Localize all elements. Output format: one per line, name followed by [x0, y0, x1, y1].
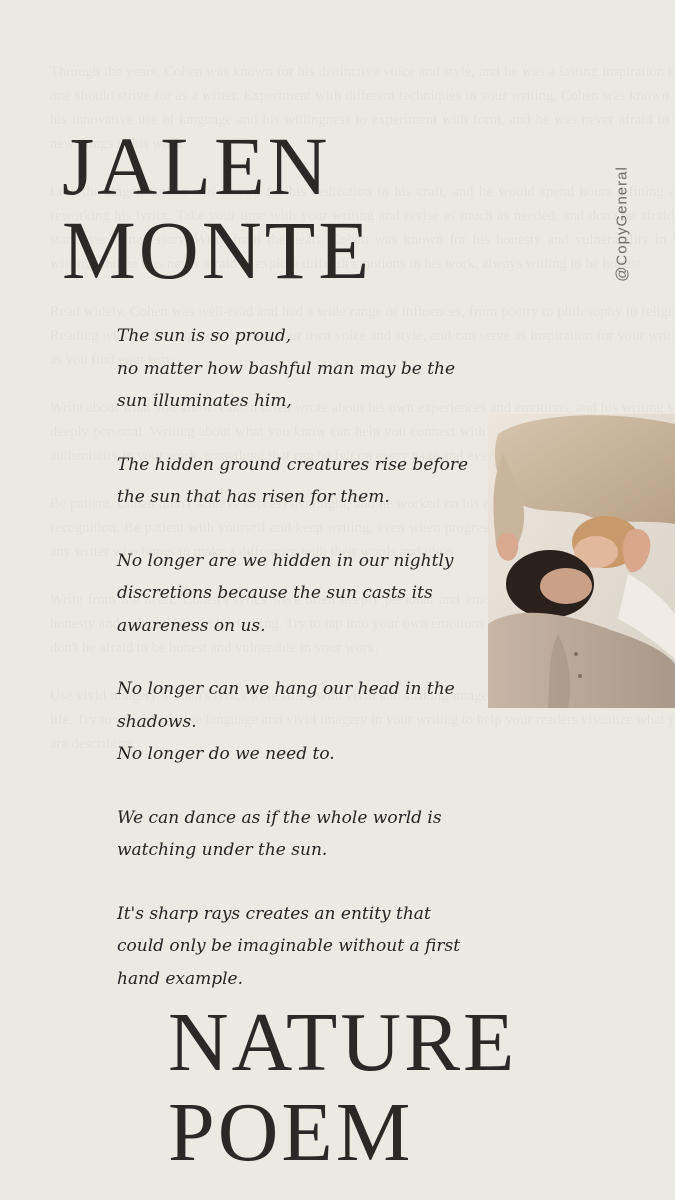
poem-title	[168, 998, 517, 1178]
couple-photo	[488, 414, 675, 708]
poem-line: shadows.	[117, 711, 197, 732]
poem-line: No longer can we hang our head in the	[117, 679, 455, 699]
author-first-name: JALEN	[62, 120, 331, 212]
poem-line: no matter how bashful man may be the	[117, 358, 456, 379]
poem-stanza-4	[117, 673, 477, 771]
poem-line: It's sharp rays creates an entity that	[117, 903, 431, 924]
author-last-name: MONTE	[62, 204, 373, 296]
poem-stanza-1	[117, 320, 477, 418]
poem-line: sun illuminates him,	[117, 391, 292, 411]
poem-stanza-6	[117, 898, 477, 996]
poem-line: awareness on us.	[117, 615, 266, 636]
poem-stanza-5	[117, 802, 477, 867]
poem-line: watching under the sun.	[117, 840, 328, 860]
poem-line: hand example.	[117, 968, 244, 989]
poem-line: discretions because the sun casts its	[117, 583, 433, 603]
poem-title-line-1: NATURE	[168, 996, 518, 1089]
poem-line: the sun that has risen for them.	[117, 487, 390, 507]
poem-line: The sun is so proud,	[117, 326, 292, 346]
poem-title-line-2: POEM	[168, 1086, 414, 1179]
poem-line: No longer are we hidden in our nightly	[117, 550, 454, 571]
poem-body	[117, 320, 477, 1026]
poem-stanza-3	[117, 545, 477, 643]
couple-lying-photo-icon	[488, 414, 675, 708]
poem-line: We can dance as if the whole world is	[117, 807, 442, 828]
poem-line: The hidden ground creatures rise before	[117, 454, 469, 475]
author-name	[62, 120, 373, 296]
social-handle: @CopyGeneral	[613, 166, 631, 282]
poem-line: could only be imaginable without a first	[117, 936, 461, 956]
poem-stanza-2	[117, 449, 477, 514]
poem-line: No longer do we need to.	[117, 744, 335, 764]
